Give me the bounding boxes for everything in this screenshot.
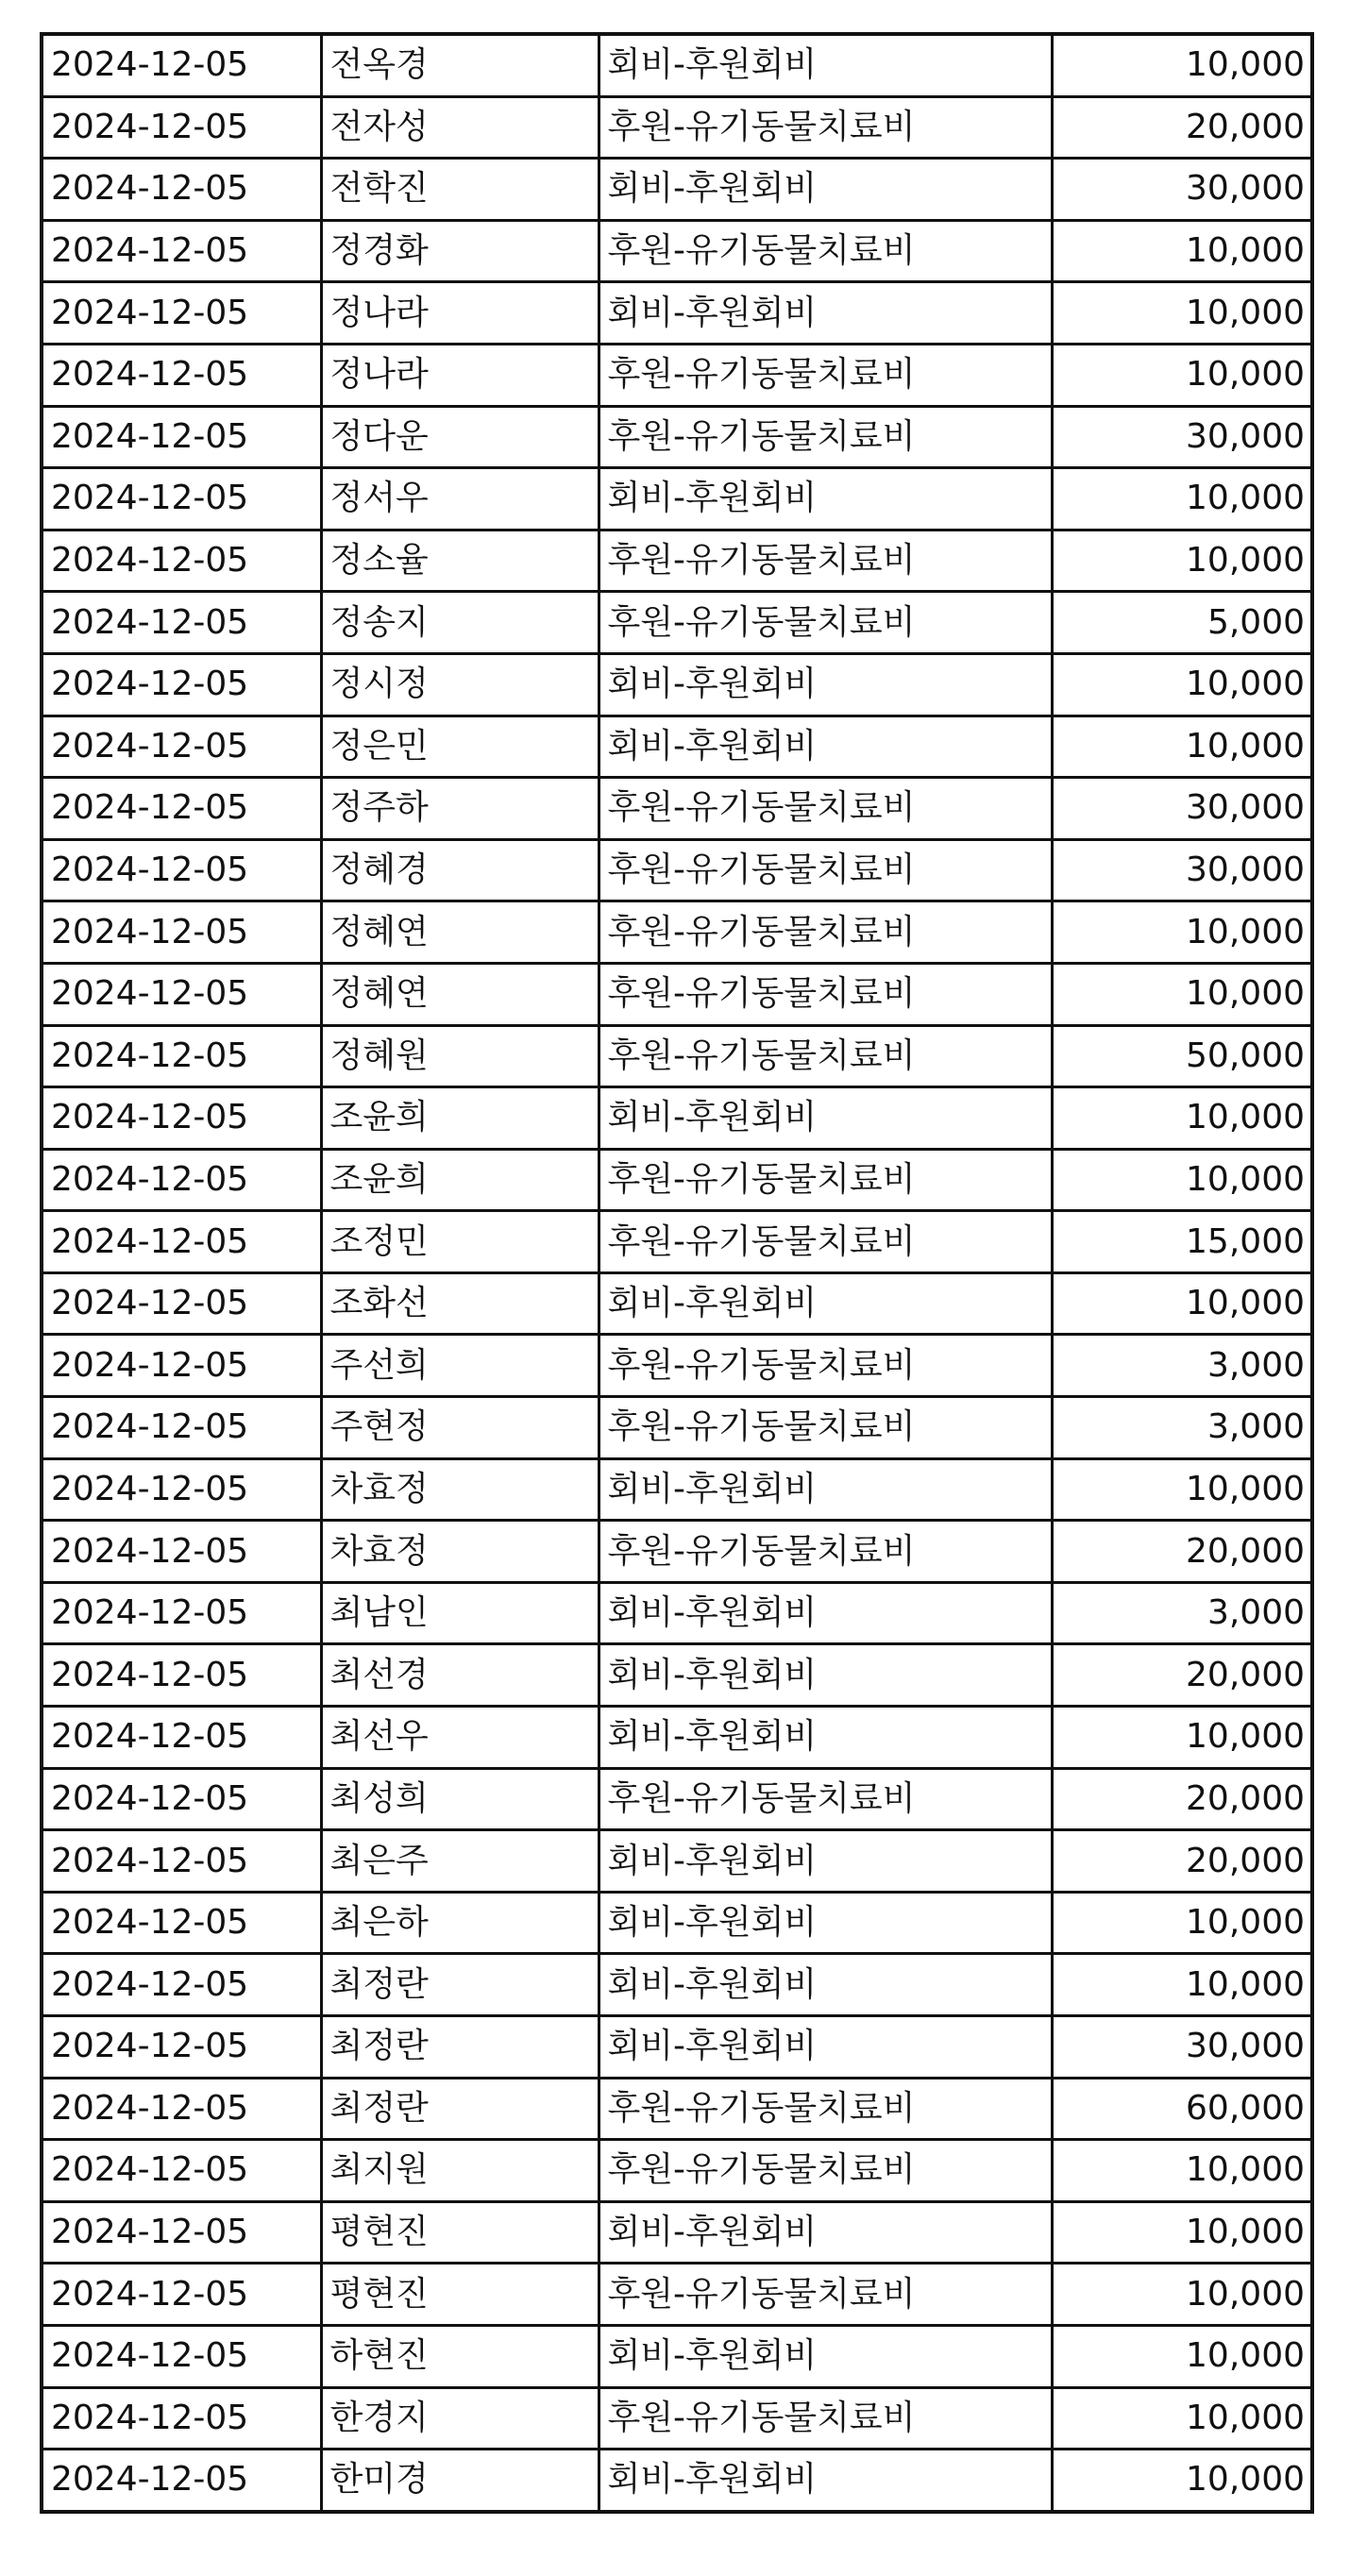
name-cell: 정혜원 (321, 1025, 599, 1087)
type-cell: 회비-후원회비 (599, 1892, 1052, 1954)
amount-cell: 5,000 (1052, 592, 1312, 654)
type-cell: 후원-유기동물치료비 (599, 839, 1052, 901)
date-cell: 2024-12-05 (42, 1149, 321, 1211)
name-cell: 정다운 (321, 406, 599, 468)
amount-cell: 10,000 (1052, 901, 1312, 964)
name-cell: 차효정 (321, 1458, 599, 1521)
amount-cell: 15,000 (1052, 1211, 1312, 1273)
date-cell: 2024-12-05 (42, 1458, 321, 1521)
type-cell: 회비-후원회비 (599, 653, 1052, 716)
amount-cell: 20,000 (1052, 1644, 1312, 1707)
date-cell: 2024-12-05 (42, 2450, 321, 2512)
date-cell: 2024-12-05 (42, 2264, 321, 2326)
table-row (42, 344, 1312, 406)
date-cell: 2024-12-05 (42, 653, 321, 716)
type-cell: 후원-유기동물치료비 (599, 2264, 1052, 2326)
amount-cell: 30,000 (1052, 839, 1312, 901)
name-cell: 최은하 (321, 1892, 599, 1954)
type-cell: 후원-유기동물치료비 (599, 1335, 1052, 1397)
table-row (42, 2078, 1312, 2140)
table-row (42, 839, 1312, 901)
type-cell: 회비-후원회비 (599, 2325, 1052, 2387)
table-row (42, 1707, 1312, 1769)
name-cell: 최성희 (321, 1768, 599, 1830)
amount-cell: 30,000 (1052, 406, 1312, 468)
amount-cell: 3,000 (1052, 1335, 1312, 1397)
name-cell: 최지원 (321, 2140, 599, 2202)
amount-cell: 20,000 (1052, 96, 1312, 159)
name-cell: 정나라 (321, 344, 599, 406)
type-cell: 회비-후원회비 (599, 2016, 1052, 2079)
amount-cell: 3,000 (1052, 1582, 1312, 1644)
table-row (42, 2325, 1312, 2387)
amount-cell: 30,000 (1052, 778, 1312, 840)
type-cell: 후원-유기동물치료비 (599, 1025, 1052, 1087)
amount-cell: 10,000 (1052, 716, 1312, 778)
date-cell: 2024-12-05 (42, 1521, 321, 1583)
table-row (42, 1521, 1312, 1583)
date-cell: 2024-12-05 (42, 1272, 321, 1335)
amount-cell: 10,000 (1052, 1149, 1312, 1211)
type-cell: 회비-후원회비 (599, 2450, 1052, 2512)
amount-cell: 10,000 (1052, 653, 1312, 716)
name-cell: 정서우 (321, 468, 599, 530)
name-cell: 최정란 (321, 2078, 599, 2140)
table-row (42, 2140, 1312, 2202)
date-cell: 2024-12-05 (42, 839, 321, 901)
type-cell: 후원-유기동물치료비 (599, 96, 1052, 159)
type-cell: 후원-유기동물치료비 (599, 220, 1052, 282)
name-cell: 주선희 (321, 1335, 599, 1397)
name-cell: 정소율 (321, 530, 599, 592)
table-row (42, 2264, 1312, 2326)
date-cell: 2024-12-05 (42, 1644, 321, 1707)
type-cell: 회비-후원회비 (599, 282, 1052, 345)
table-row (42, 1335, 1312, 1397)
name-cell: 최정란 (321, 1954, 599, 2016)
type-cell: 회비-후원회비 (599, 159, 1052, 221)
date-cell: 2024-12-05 (42, 1582, 321, 1644)
name-cell: 최은주 (321, 1830, 599, 1893)
amount-cell: 10,000 (1052, 2201, 1312, 2264)
date-cell: 2024-12-05 (42, 96, 321, 159)
name-cell: 정시정 (321, 653, 599, 716)
name-cell: 최남인 (321, 1582, 599, 1644)
amount-cell: 10,000 (1052, 2140, 1312, 2202)
date-cell: 2024-12-05 (42, 530, 321, 592)
amount-cell: 10,000 (1052, 2264, 1312, 2326)
date-cell: 2024-12-05 (42, 2201, 321, 2264)
type-cell: 후원-유기동물치료비 (599, 778, 1052, 840)
amount-cell: 10,000 (1052, 468, 1312, 530)
date-cell: 2024-12-05 (42, 282, 321, 345)
table-row (42, 1458, 1312, 1521)
date-cell: 2024-12-05 (42, 1211, 321, 1273)
date-cell: 2024-12-05 (42, 406, 321, 468)
name-cell: 정혜경 (321, 839, 599, 901)
name-cell: 정혜연 (321, 901, 599, 964)
name-cell: 하현진 (321, 2325, 599, 2387)
table-row (42, 1830, 1312, 1893)
amount-cell: 10,000 (1052, 2450, 1312, 2512)
table-row (42, 1149, 1312, 1211)
type-cell: 후원-유기동물치료비 (599, 1768, 1052, 1830)
name-cell: 정나라 (321, 282, 599, 345)
type-cell: 회비-후원회비 (599, 2201, 1052, 2264)
name-cell: 정경화 (321, 220, 599, 282)
name-cell: 차효정 (321, 1521, 599, 1583)
date-cell: 2024-12-05 (42, 344, 321, 406)
amount-cell: 10,000 (1052, 530, 1312, 592)
type-cell: 후원-유기동물치료비 (599, 1149, 1052, 1211)
amount-cell: 30,000 (1052, 2016, 1312, 2079)
amount-cell: 10,000 (1052, 34, 1312, 96)
table-row (42, 468, 1312, 530)
name-cell: 최선우 (321, 1707, 599, 1769)
table-row (42, 1025, 1312, 1087)
type-cell: 후원-유기동물치료비 (599, 1397, 1052, 1459)
amount-cell: 10,000 (1052, 1954, 1312, 2016)
type-cell: 후원-유기동물치료비 (599, 1211, 1052, 1273)
date-cell: 2024-12-05 (42, 1892, 321, 1954)
table-row (42, 1087, 1312, 1150)
amount-cell: 10,000 (1052, 282, 1312, 345)
donation-ledger-table (40, 32, 1314, 2514)
type-cell: 후원-유기동물치료비 (599, 1521, 1052, 1583)
amount-cell: 10,000 (1052, 1272, 1312, 1335)
name-cell: 정송지 (321, 592, 599, 654)
amount-cell: 20,000 (1052, 1521, 1312, 1583)
date-cell: 2024-12-05 (42, 963, 321, 1025)
type-cell: 회비-후원회비 (599, 468, 1052, 530)
name-cell: 조윤희 (321, 1149, 599, 1211)
table-row (42, 96, 1312, 159)
table-row (42, 778, 1312, 840)
ledger-body (42, 34, 1312, 2512)
type-cell: 후원-유기동물치료비 (599, 344, 1052, 406)
amount-cell: 30,000 (1052, 159, 1312, 221)
date-cell: 2024-12-05 (42, 2325, 321, 2387)
date-cell: 2024-12-05 (42, 1707, 321, 1769)
name-cell: 최정란 (321, 2016, 599, 2079)
table-row (42, 220, 1312, 282)
table-row (42, 1211, 1312, 1273)
amount-cell: 20,000 (1052, 1830, 1312, 1893)
date-cell: 2024-12-05 (42, 1830, 321, 1893)
date-cell: 2024-12-05 (42, 1954, 321, 2016)
name-cell: 정은민 (321, 716, 599, 778)
name-cell: 한미경 (321, 2450, 599, 2512)
type-cell: 회비-후원회비 (599, 1644, 1052, 1707)
date-cell: 2024-12-05 (42, 901, 321, 964)
name-cell: 한경지 (321, 2387, 599, 2450)
date-cell: 2024-12-05 (42, 468, 321, 530)
type-cell: 회비-후원회비 (599, 1087, 1052, 1150)
type-cell: 회비-후원회비 (599, 34, 1052, 96)
date-cell: 2024-12-05 (42, 778, 321, 840)
table-row (42, 1954, 1312, 2016)
amount-cell: 10,000 (1052, 1892, 1312, 1954)
date-cell: 2024-12-05 (42, 2387, 321, 2450)
date-cell: 2024-12-05 (42, 2016, 321, 2079)
amount-cell: 60,000 (1052, 2078, 1312, 2140)
table-row (42, 159, 1312, 221)
amount-cell: 10,000 (1052, 1707, 1312, 1769)
type-cell: 회비-후원회비 (599, 1954, 1052, 2016)
name-cell: 정혜연 (321, 963, 599, 1025)
name-cell: 주현정 (321, 1397, 599, 1459)
date-cell: 2024-12-05 (42, 220, 321, 282)
table-row (42, 2016, 1312, 2079)
table-row (42, 282, 1312, 345)
name-cell: 조윤희 (321, 1087, 599, 1150)
amount-cell: 20,000 (1052, 1768, 1312, 1830)
type-cell: 후원-유기동물치료비 (599, 592, 1052, 654)
table-row (42, 901, 1312, 964)
table-row (42, 716, 1312, 778)
amount-cell: 10,000 (1052, 2387, 1312, 2450)
name-cell: 평현진 (321, 2201, 599, 2264)
name-cell: 조화선 (321, 1272, 599, 1335)
type-cell: 후원-유기동물치료비 (599, 2078, 1052, 2140)
table-row (42, 530, 1312, 592)
amount-cell: 10,000 (1052, 1087, 1312, 1150)
type-cell: 회비-후원회비 (599, 1830, 1052, 1893)
date-cell: 2024-12-05 (42, 34, 321, 96)
table-row (42, 1272, 1312, 1335)
date-cell: 2024-12-05 (42, 716, 321, 778)
date-cell: 2024-12-05 (42, 1335, 321, 1397)
type-cell: 회비-후원회비 (599, 716, 1052, 778)
table-row (42, 653, 1312, 716)
amount-cell: 10,000 (1052, 220, 1312, 282)
table-row (42, 1892, 1312, 1954)
table-row (42, 1582, 1312, 1644)
date-cell: 2024-12-05 (42, 592, 321, 654)
amount-cell: 10,000 (1052, 2325, 1312, 2387)
type-cell: 후원-유기동물치료비 (599, 2387, 1052, 2450)
name-cell: 전자성 (321, 96, 599, 159)
name-cell: 최선경 (321, 1644, 599, 1707)
amount-cell: 10,000 (1052, 344, 1312, 406)
date-cell: 2024-12-05 (42, 1397, 321, 1459)
date-cell: 2024-12-05 (42, 159, 321, 221)
date-cell: 2024-12-05 (42, 2078, 321, 2140)
type-cell: 회비-후원회비 (599, 1272, 1052, 1335)
date-cell: 2024-12-05 (42, 2140, 321, 2202)
amount-cell: 50,000 (1052, 1025, 1312, 1087)
amount-cell: 10,000 (1052, 963, 1312, 1025)
type-cell: 후원-유기동물치료비 (599, 901, 1052, 964)
name-cell: 조정민 (321, 1211, 599, 1273)
date-cell: 2024-12-05 (42, 1087, 321, 1150)
type-cell: 회비-후원회비 (599, 1707, 1052, 1769)
table-row (42, 1768, 1312, 1830)
table-row (42, 34, 1312, 96)
date-cell: 2024-12-05 (42, 1025, 321, 1087)
type-cell: 회비-후원회비 (599, 1582, 1052, 1644)
name-cell: 전학진 (321, 159, 599, 221)
table-row (42, 406, 1312, 468)
type-cell: 후원-유기동물치료비 (599, 2140, 1052, 2202)
type-cell: 후원-유기동물치료비 (599, 530, 1052, 592)
table-row (42, 963, 1312, 1025)
amount-cell: 10,000 (1052, 1458, 1312, 1521)
amount-cell: 3,000 (1052, 1397, 1312, 1459)
table-row (42, 592, 1312, 654)
type-cell: 후원-유기동물치료비 (599, 406, 1052, 468)
name-cell: 정주하 (321, 778, 599, 840)
table-row (42, 1644, 1312, 1707)
table-row (42, 1397, 1312, 1459)
name-cell: 전옥경 (321, 34, 599, 96)
name-cell: 평현진 (321, 2264, 599, 2326)
table-row (42, 2201, 1312, 2264)
table-row (42, 2387, 1312, 2450)
type-cell: 회비-후원회비 (599, 1458, 1052, 1521)
table-row (42, 2450, 1312, 2512)
type-cell: 후원-유기동물치료비 (599, 963, 1052, 1025)
date-cell: 2024-12-05 (42, 1768, 321, 1830)
